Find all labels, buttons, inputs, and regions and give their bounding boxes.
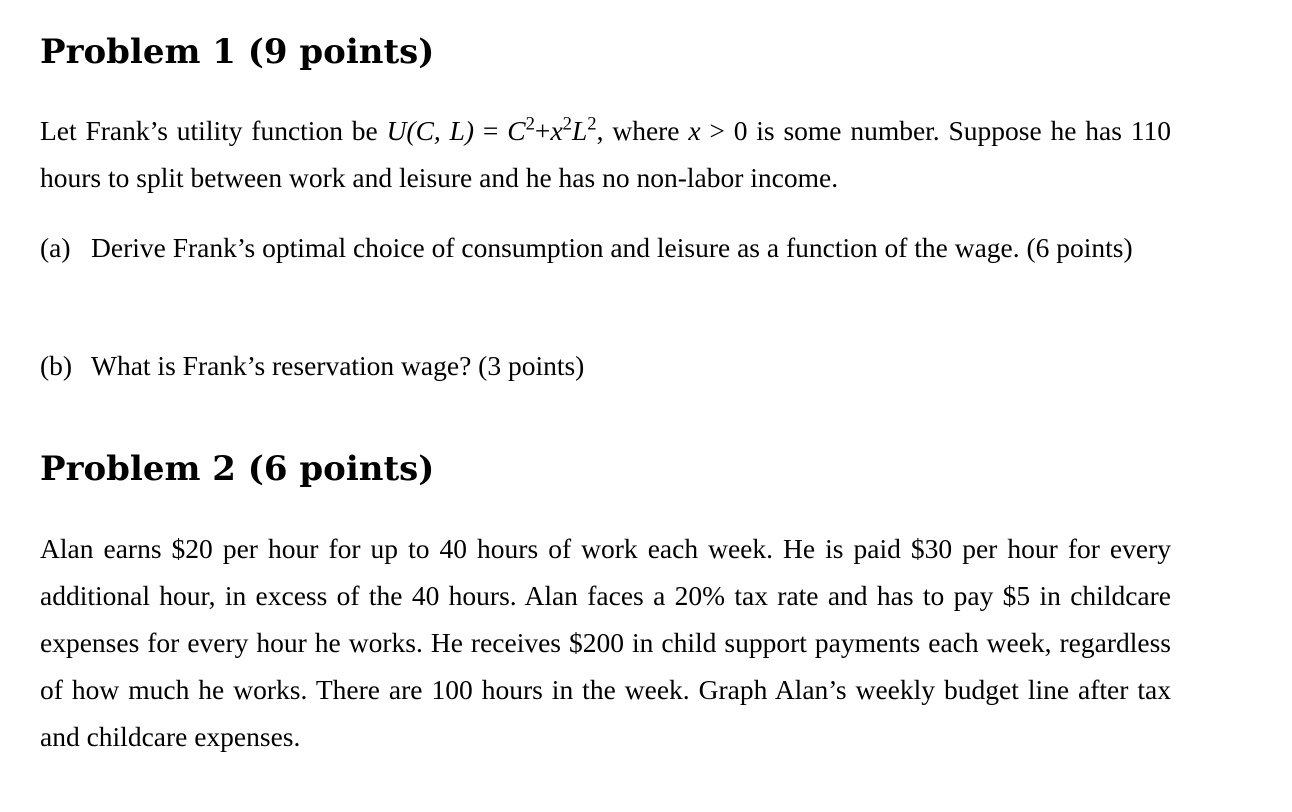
utility-function: U(C, L)	[386, 115, 475, 146]
equals-sign: =	[474, 115, 508, 146]
question-a-label: (a)	[40, 232, 71, 263]
exponent-l: 2	[587, 113, 597, 135]
intro-mid: , where	[596, 115, 689, 146]
intro-start: Let Frank’s utility function be	[40, 115, 387, 146]
question-b-label: (b)	[40, 350, 73, 381]
problem-2-title: Problem 2 (6 points)	[40, 449, 435, 489]
question-b	[40, 342, 1171, 389]
intro-end: is some number. Suppose he has 110 hours to split between work and leisure and he has no non-labor income.	[40, 115, 1172, 193]
x-var: x	[550, 115, 563, 146]
x-condition: > 0	[700, 115, 748, 146]
x-condition-var: x	[688, 115, 701, 146]
question-a-text: Derive Frank’s optimal choice of consumption and leisure as a function of the wage. (6 points)	[91, 232, 1133, 263]
problem-1-intro	[40, 107, 1171, 201]
consumption-var: C	[507, 115, 526, 146]
question-b-text: What is Frank’s reservation wage? (3 points)	[91, 350, 585, 381]
plus-sign: +	[534, 115, 551, 146]
question-a	[40, 224, 1171, 271]
leisure-var: L	[572, 115, 588, 146]
problem-1-title: Problem 1 (9 points)	[40, 32, 435, 72]
exponent-c: 2	[525, 113, 535, 135]
exponent-x: 2	[562, 113, 572, 135]
problem-2-body: Alan earns $20 per hour for up to 40 hours of work each week. He is paid $30 per hour for every additional hour, in excess of the 40 hours. Alan faces a 20% tax rate and has to pay $5 in childcare expenses for every hour he works. He receives $200 in child support payments each week, regardless of how much he works. There are 100 hours in the week. Graph Alan’s weekly budget line after tax and childcare expenses.	[40, 533, 1171, 752]
